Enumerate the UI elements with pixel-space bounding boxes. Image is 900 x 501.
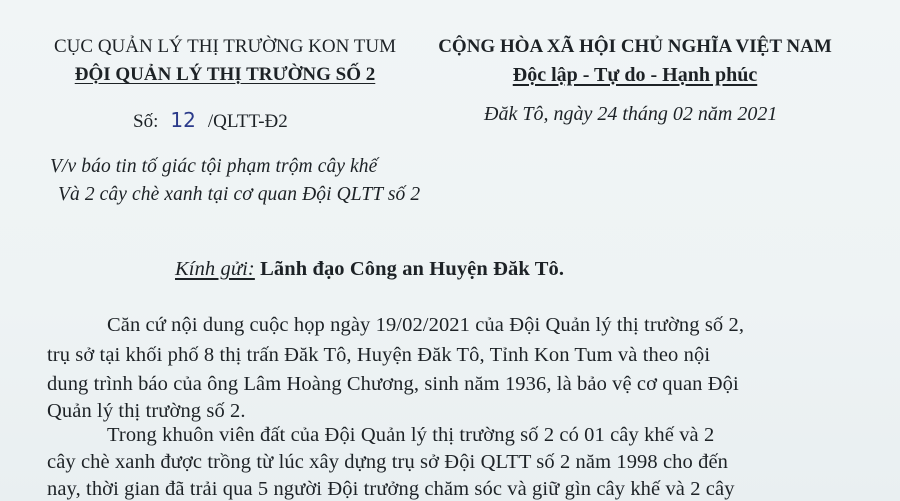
recipient-name: Lãnh đạo Công an Huyện Đăk Tô. xyxy=(260,258,565,280)
subject-line-1: V/v báo tin tố giác tội phạm trộm cây khế xyxy=(50,156,378,177)
unit-name: ĐỘI QUẢN LÝ THỊ TRƯỜNG SỐ 2 xyxy=(74,64,376,85)
recipient xyxy=(175,258,564,281)
paragraph-line: trụ sở tại khối phố 8 thị trấn Đăk Tô, Huyện Đăk Tô, Tỉnh Kon Tum và theo nội xyxy=(47,344,711,366)
paragraph-line: Trong khuôn viên đất của Đội Quản lý thị trường số 2 có 01 cây khế và 2 xyxy=(107,424,715,446)
paragraph-line: nay, thời gian đã trải qua 5 người Đội trưởng chăm sóc và giữ gìn cây khế và 2 cây xyxy=(47,478,735,500)
number-value: 12 xyxy=(170,108,196,132)
agency-name: CỤC QUẢN LÝ THỊ TRƯỜNG KON TUM xyxy=(54,36,396,57)
recipient-label: Kính gửi: xyxy=(175,258,255,280)
number-label: Số: xyxy=(133,111,159,132)
subject-line-2: Và 2 cây chè xanh tại cơ quan Đội QLTT số 2 xyxy=(58,184,421,205)
nation-title: CỘNG HÒA XÃ HỘI CHỦ NGHĨA VIỆT NAM xyxy=(438,36,832,57)
paragraph-line: cây chè xanh được trồng từ lúc xây dựng trụ sở Đội QLTT số 2 năm 1998 cho đến xyxy=(47,451,729,473)
paragraph-line: Quản lý thị trường số 2. xyxy=(47,400,246,422)
number-suffix: /QLTT-Đ2 xyxy=(207,111,288,132)
paragraph-line: Căn cứ nội dung cuộc họp ngày 19/02/2021 của Đội Quản lý thị trường số 2, xyxy=(107,314,745,336)
national-motto: Độc lập - Tự do - Hạnh phúc xyxy=(512,64,758,86)
paragraph-line: dung trình báo của ông Lâm Hoàng Chương, sinh năm 1936, là bảo vệ cơ quan Đội xyxy=(47,373,739,395)
document-number xyxy=(133,108,288,133)
place-date: Đăk Tô, ngày 24 tháng 02 năm 2021 xyxy=(484,103,778,125)
